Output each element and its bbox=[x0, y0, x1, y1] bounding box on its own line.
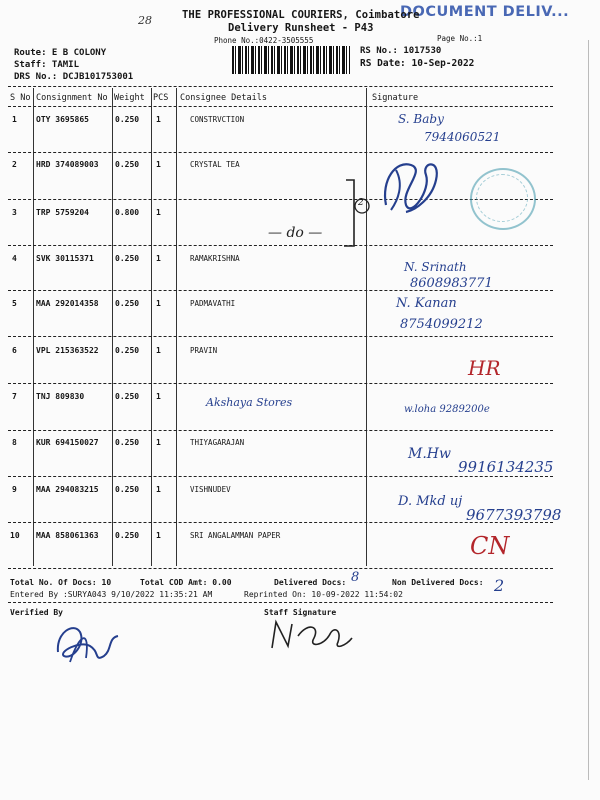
hw-non-delivered-count: 2 bbox=[494, 576, 505, 595]
col-separator bbox=[366, 88, 367, 566]
route-label: Route: E B COLONY bbox=[14, 48, 107, 58]
row-consignment: TRP 5759204 bbox=[36, 208, 89, 217]
barcode bbox=[232, 46, 350, 74]
company-title: THE PROFESSIONAL COURIERS, Coimbatore bbox=[182, 9, 420, 21]
col-signature: Signature bbox=[372, 93, 419, 103]
hw-row5-name: N. Kanan bbox=[396, 296, 457, 311]
document-delivery-stamp: DOCUMENT DELIV... bbox=[400, 4, 570, 20]
hw-row1-phone: 7944060521 bbox=[424, 130, 501, 144]
col-consignee: Consignee Details bbox=[180, 93, 267, 103]
staff-label: Staff: TAMIL bbox=[14, 60, 80, 70]
row-consignment: MAA 294083215 bbox=[36, 485, 99, 494]
drs-number: DRS No.: DCJB101753001 bbox=[14, 72, 134, 82]
verified-by-signature bbox=[50, 612, 130, 667]
col-separator bbox=[112, 88, 113, 566]
row-sno: 1 bbox=[12, 115, 17, 124]
col-pcs: PCS bbox=[153, 93, 169, 103]
footer-rule bbox=[8, 602, 553, 603]
runsheet-title: Delivery Runsheet - P43 bbox=[228, 22, 374, 34]
row2-signature-scribble bbox=[376, 150, 456, 225]
row-consignment: OTY 3695865 bbox=[36, 115, 89, 124]
header-bottom-rule bbox=[8, 106, 553, 107]
row-sno: 5 bbox=[12, 299, 17, 308]
row-consignee: PADMAVATHI bbox=[190, 299, 236, 308]
staff-signature bbox=[268, 616, 358, 656]
phone-number: Phone No.:0422-3505555 bbox=[214, 36, 314, 45]
col-separator bbox=[176, 88, 177, 566]
hw-row4-phone: 8608983771 bbox=[410, 276, 493, 291]
staff-signature-label: Staff Signature bbox=[264, 608, 337, 617]
hw-row8-signature: M.Hw bbox=[408, 446, 451, 462]
customer-seal-inner-ring bbox=[476, 174, 528, 222]
hw-row5-phone: 8754099212 bbox=[400, 317, 483, 332]
row-weight: 0.250 bbox=[115, 160, 140, 169]
hw-row3-ditto: — do — bbox=[268, 225, 323, 241]
row-sno: 7 bbox=[12, 392, 17, 401]
row-sno: 10 bbox=[10, 531, 20, 540]
row-weight: 0.800 bbox=[115, 208, 140, 217]
page-edge-line bbox=[588, 40, 589, 780]
row-consignee: RAMAKRISHNA bbox=[190, 254, 240, 263]
hw-row8-phone: 9916134235 bbox=[458, 458, 554, 476]
row-sno: 4 bbox=[12, 254, 17, 263]
rs-date: RS Date: 10-Sep-2022 bbox=[360, 58, 475, 69]
row-rule bbox=[8, 152, 553, 153]
row-consignee: PRAVIN bbox=[190, 346, 218, 355]
row-consignee: CRYSTAL TEA bbox=[190, 160, 240, 169]
col-separator bbox=[151, 88, 152, 566]
row-weight: 0.250 bbox=[115, 299, 140, 308]
hw-row7-consignee: Akshaya Stores bbox=[206, 396, 293, 409]
row-rule bbox=[8, 476, 553, 477]
row-consignee: SRI ANGALAMMAN PAPER bbox=[190, 531, 281, 540]
hw-row4-name: N. Srinath bbox=[404, 260, 467, 274]
row-pcs: 1 bbox=[156, 254, 161, 263]
entered-by: Entered By :SURYA043 9/10/2022 11:35:21 AM bbox=[10, 590, 213, 599]
row-rule bbox=[8, 245, 553, 246]
table-bottom-rule bbox=[8, 568, 553, 569]
page-number: Page No.:1 bbox=[437, 34, 483, 43]
total-cod: Total COD Amt: 0.00 bbox=[140, 578, 232, 587]
hw-row9-phone: 9677393798 bbox=[466, 506, 562, 524]
row-weight: 0.250 bbox=[115, 485, 140, 494]
row-weight: 0.250 bbox=[115, 531, 140, 540]
delivered-docs-label: Delivered Docs: bbox=[274, 578, 347, 587]
row-weight: 0.250 bbox=[115, 254, 140, 263]
table-top-rule bbox=[8, 86, 553, 87]
reprinted-on: Reprinted On: 10-09-2022 11:54:02 bbox=[244, 590, 403, 599]
row-pcs: 1 bbox=[156, 299, 161, 308]
row-pcs: 1 bbox=[156, 392, 161, 401]
row-weight: 0.250 bbox=[115, 346, 140, 355]
rs-number: RS No.: 1017530 bbox=[360, 46, 442, 56]
row-consignment: HRD 374089003 bbox=[36, 160, 99, 169]
row-consignee: THIYAGARAJAN bbox=[190, 438, 245, 447]
row-pcs: 1 bbox=[156, 115, 161, 124]
row-consignment: SVK 30115371 bbox=[36, 254, 94, 263]
hw-row9-signature: D. Mkd uj bbox=[398, 494, 463, 509]
total-docs: Total No. Of Docs: 10 bbox=[10, 578, 112, 587]
row-consignment: VPL 215363522 bbox=[36, 346, 99, 355]
verified-by-label: Verified By bbox=[10, 608, 63, 617]
row-consignee: VISHNUDEV bbox=[190, 485, 231, 494]
hw-row7-signature: w.loha 9289200e bbox=[404, 404, 490, 415]
col-sno: S No bbox=[10, 93, 31, 103]
col-consignment: Consignment No bbox=[36, 93, 108, 103]
row-pcs: 1 bbox=[156, 208, 161, 217]
hw-row10-mark: CN bbox=[470, 532, 510, 560]
row-sno: 8 bbox=[12, 438, 17, 447]
row-rule bbox=[8, 430, 553, 431]
hw-row3-bracket-number: 2 bbox=[358, 198, 364, 208]
row-sno: 6 bbox=[12, 346, 17, 355]
col-weight: Weight bbox=[114, 93, 145, 103]
hw-row6-mark: HR bbox=[468, 356, 501, 380]
hw-row1-name: S. Baby bbox=[398, 112, 444, 126]
non-delivered-docs-label: Non Delivered Docs: bbox=[392, 578, 484, 587]
hw-delivered-count: 8 bbox=[351, 570, 360, 585]
row-weight: 0.250 bbox=[115, 438, 140, 447]
col-separator bbox=[33, 88, 34, 566]
row-weight: 0.250 bbox=[115, 392, 140, 401]
row-pcs: 1 bbox=[156, 485, 161, 494]
row-rule bbox=[8, 336, 553, 337]
row-consignment: TNJ 809830 bbox=[36, 392, 85, 401]
row-consignee: CONSTRVCTION bbox=[190, 115, 245, 124]
row-pcs: 1 bbox=[156, 346, 161, 355]
row3-bracket-mark bbox=[342, 178, 372, 250]
row-consignment: MAA 858061363 bbox=[36, 531, 99, 540]
row-sno: 2 bbox=[12, 160, 17, 169]
row-pcs: 1 bbox=[156, 160, 161, 169]
corner-handwritten-number: 28 bbox=[138, 14, 152, 27]
row-sno: 3 bbox=[12, 208, 17, 217]
row-pcs: 1 bbox=[156, 531, 161, 540]
row-weight: 0.250 bbox=[115, 115, 140, 124]
row-sno: 9 bbox=[12, 485, 17, 494]
row-rule bbox=[8, 383, 553, 384]
row-consignment: KUR 694150027 bbox=[36, 438, 99, 447]
row-consignment: MAA 292014358 bbox=[36, 299, 99, 308]
row-pcs: 1 bbox=[156, 438, 161, 447]
